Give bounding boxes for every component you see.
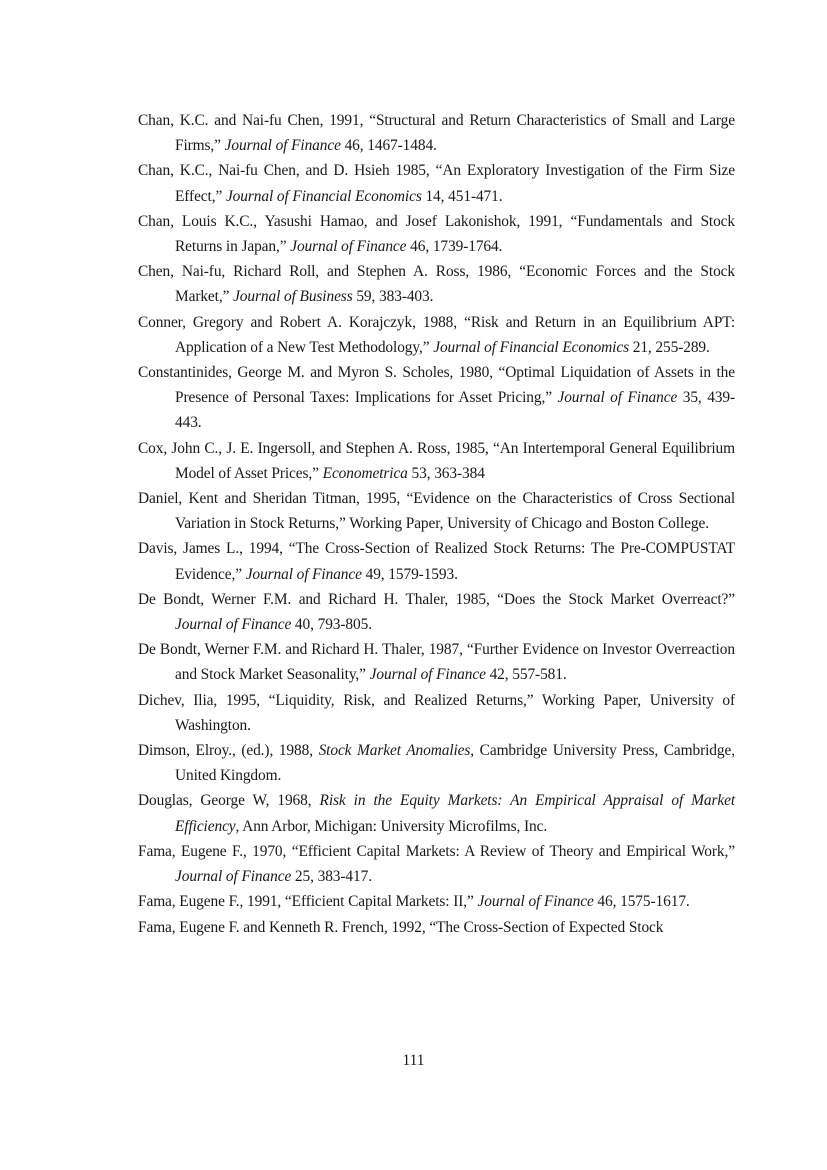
reference-text: Fama, Eugene F. and Kenneth R. French, 1992, “The Cross-Section of Expected Stock xyxy=(138,918,664,936)
reference-entry xyxy=(138,259,735,309)
reference-source-title: Journal of Finance xyxy=(224,137,341,155)
reference-text: Fama, Eugene F., 1970, “Efficient Capital Markets: A Review of Theory and Empirical Work,” xyxy=(138,842,735,860)
reference-text: Dimson, Elroy., (ed.), 1988, xyxy=(138,742,319,760)
reference-details: 46, 1467-1484. xyxy=(340,137,437,155)
reference-text: Chan, K.C., Nai-fu Chen, and D. Hsieh 1985, “An Exploratory Investigation of the Firm Size Effect,” xyxy=(138,162,735,205)
reference-entry xyxy=(138,108,735,158)
reference-source-title: Journal of Finance xyxy=(245,565,362,583)
reference-details: 35, 439-443. xyxy=(175,389,736,432)
reference-text: De Bondt, Werner F.M. and Richard H. Thaler, 1985, “Does the Stock Market Overreact?” xyxy=(138,590,735,608)
page-number: 111 xyxy=(402,1052,425,1069)
reference-text: Douglas, George W, 1968, xyxy=(138,792,320,810)
reference-text: Dichev, Ilia, 1995, “Liquidity, Risk, and Realized Returns,” Working Paper, University of Washington. xyxy=(138,691,735,734)
reference-text: De Bondt, Werner F.M. and Richard H. Thaler, 1987, “Further Evidence on Investor Overreaction and Stock Market Seasonality,” xyxy=(138,641,735,684)
reference-entry xyxy=(138,688,735,738)
reference-list xyxy=(138,108,735,940)
reference-entry xyxy=(138,587,735,637)
reference-entry xyxy=(138,209,735,259)
reference-entry xyxy=(138,889,735,914)
reference-source-title: Econometrica xyxy=(322,464,408,482)
reference-source-title: Journal of Financial Economics xyxy=(433,338,629,356)
reference-details: , Ann Arbor, Michigan: University Microfilms, Inc. xyxy=(235,817,548,835)
reference-source-title: Journal of Finance xyxy=(477,893,594,911)
reference-details: 46, 1739-1764. xyxy=(406,238,503,256)
reference-entry xyxy=(138,839,735,889)
reference-details: 42, 557-581. xyxy=(485,666,567,684)
reference-details: 25, 383-417. xyxy=(291,868,372,886)
reference-entry xyxy=(138,436,735,486)
reference-source-title: Risk in the Equity Markets: An Empirical Appraisal of Market Efficiency xyxy=(175,792,735,835)
reference-details: 21, 255-289. xyxy=(628,338,710,356)
reference-source-title: Journal of Finance xyxy=(175,616,292,634)
reference-entry xyxy=(138,158,735,208)
reference-source-title: Journal of Finance xyxy=(175,868,292,886)
reference-entry xyxy=(138,915,735,940)
reference-details: , Cambridge University Press, Cambridge, United Kingdom. xyxy=(175,742,735,785)
reference-source-title: Journal of Business xyxy=(233,288,353,306)
reference-source-title: Journal of Finance xyxy=(369,666,486,684)
reference-source-title: Stock Market Anomalies xyxy=(318,742,471,760)
reference-entry xyxy=(138,360,735,436)
reference-text: Chan, K.C. and Nai-fu Chen, 1991, “Structural and Return Characteristics of Small and Large Firms,” xyxy=(138,112,735,155)
reference-entry xyxy=(138,486,735,536)
reference-text: Daniel, Kent and Sheridan Titman, 1995, “Evidence on the Characteristics of Cross Sectional Variation in Stock Returns,” Working Paper, University of Chicago and Boston College. xyxy=(138,490,735,533)
reference-details: 59, 383-403. xyxy=(352,288,434,306)
reference-details: 14, 451-471. xyxy=(421,187,503,205)
reference-entry xyxy=(138,637,735,687)
reference-details: 46, 1575-1617. xyxy=(593,893,690,911)
reference-source-title: Journal of Finance xyxy=(290,238,407,256)
reference-source-title: Journal of Finance xyxy=(557,389,678,407)
reference-text: Conner, Gregory and Robert A. Korajczyk, 1988, “Risk and Return in an Equilibrium APT: Application of a New Test Methodology,” xyxy=(138,313,735,356)
reference-details: 53, 363-384 xyxy=(407,464,485,482)
reference-text: Davis, James L., 1994, “The Cross-Section of Realized Stock Returns: The Pre-COMPUSTAT Evidence,” xyxy=(138,540,735,583)
reference-details: 49, 1579-1593. xyxy=(361,565,458,583)
reference-entry xyxy=(138,310,735,360)
reference-entry xyxy=(138,536,735,586)
reference-text: Cox, John C., J. E. Ingersoll, and Stephen A. Ross, 1985, “An Intertemporal General Equilibrium Model of Asset Prices,” xyxy=(138,439,735,482)
reference-text: Constantinides, George M. and Myron S. Scholes, 1980, “Optimal Liquidation of Assets in the Presence of Personal Taxes: Implications for Asset Pricing,” xyxy=(138,364,735,407)
reference-source-title: Journal of Financial Economics xyxy=(225,187,422,205)
reference-text: Chen, Nai-fu, Richard Roll, and Stephen A. Ross, 1986, “Economic Forces and the Stock Market,” xyxy=(138,263,735,306)
reference-details: 40, 793-805. xyxy=(291,616,372,634)
reference-entry xyxy=(138,788,735,838)
reference-text: Chan, Louis K.C., Yasushi Hamao, and Josef Lakonishok, 1991, “Fundamentals and Stock Returns in Japan,” xyxy=(138,212,735,256)
reference-entry xyxy=(138,738,735,788)
reference-text: Fama, Eugene F., 1991, “Efficient Capital Markets: II,” xyxy=(138,893,478,911)
